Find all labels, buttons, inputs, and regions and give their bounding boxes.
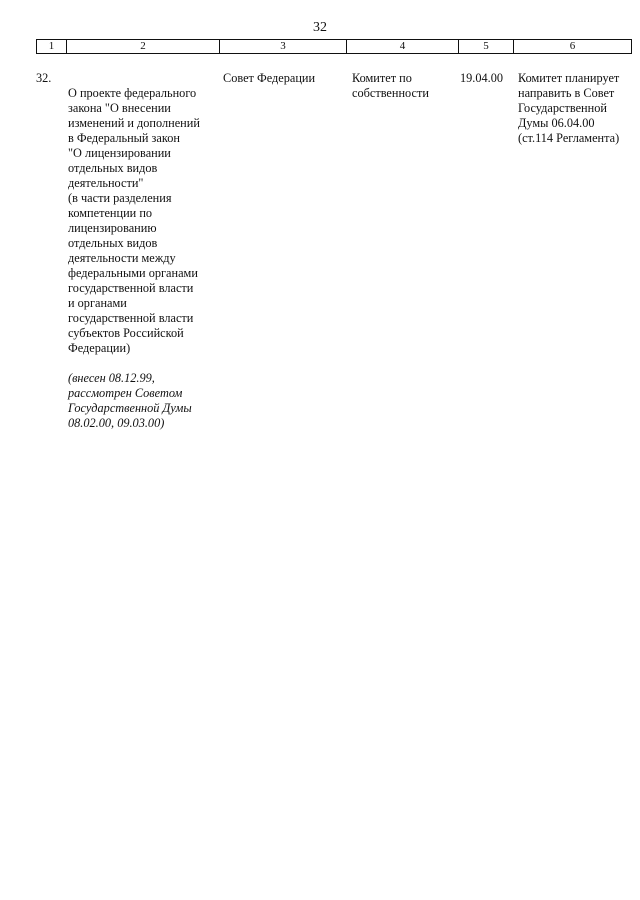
- row-committee: Комитет по собственности: [352, 71, 429, 100]
- row-number: 32.: [36, 71, 52, 85]
- table-header-col-1: 1: [37, 40, 67, 53]
- page-number: 32: [313, 20, 327, 35]
- table-header-col-6: 6: [569, 40, 576, 52]
- table-header-col-4: 4: [347, 40, 459, 53]
- row-date: 19.04.00: [460, 71, 504, 85]
- row-initiator: Совет Федерации: [223, 71, 316, 85]
- row-title: О проекте федерального закона "О внесении изменений и дополнений в Федеральный закон "О лицензировании отдельных видов деятельности" (в части разделения компетенции по лицензированию отдельных видов деятельности между федеральными органами государственной власти и органами государственной власти субъектов Российской Федерации): [68, 86, 200, 355]
- table-header-col-2: 2: [67, 40, 220, 53]
- table-header-row: [36, 39, 632, 54]
- row-note: (внесен 08.12.99, рассмотрен Советом Государственной Думы 08.02.00, 09.03.00): [68, 371, 192, 430]
- table-header-col-3: 3: [220, 40, 347, 53]
- row-status: Комитет планирует направить в Совет Государственной Думы 06.04.00 (ст.114 Регламента): [518, 71, 620, 145]
- table-header-col-5: 5: [459, 40, 514, 53]
- row-title-cell: [68, 71, 220, 431]
